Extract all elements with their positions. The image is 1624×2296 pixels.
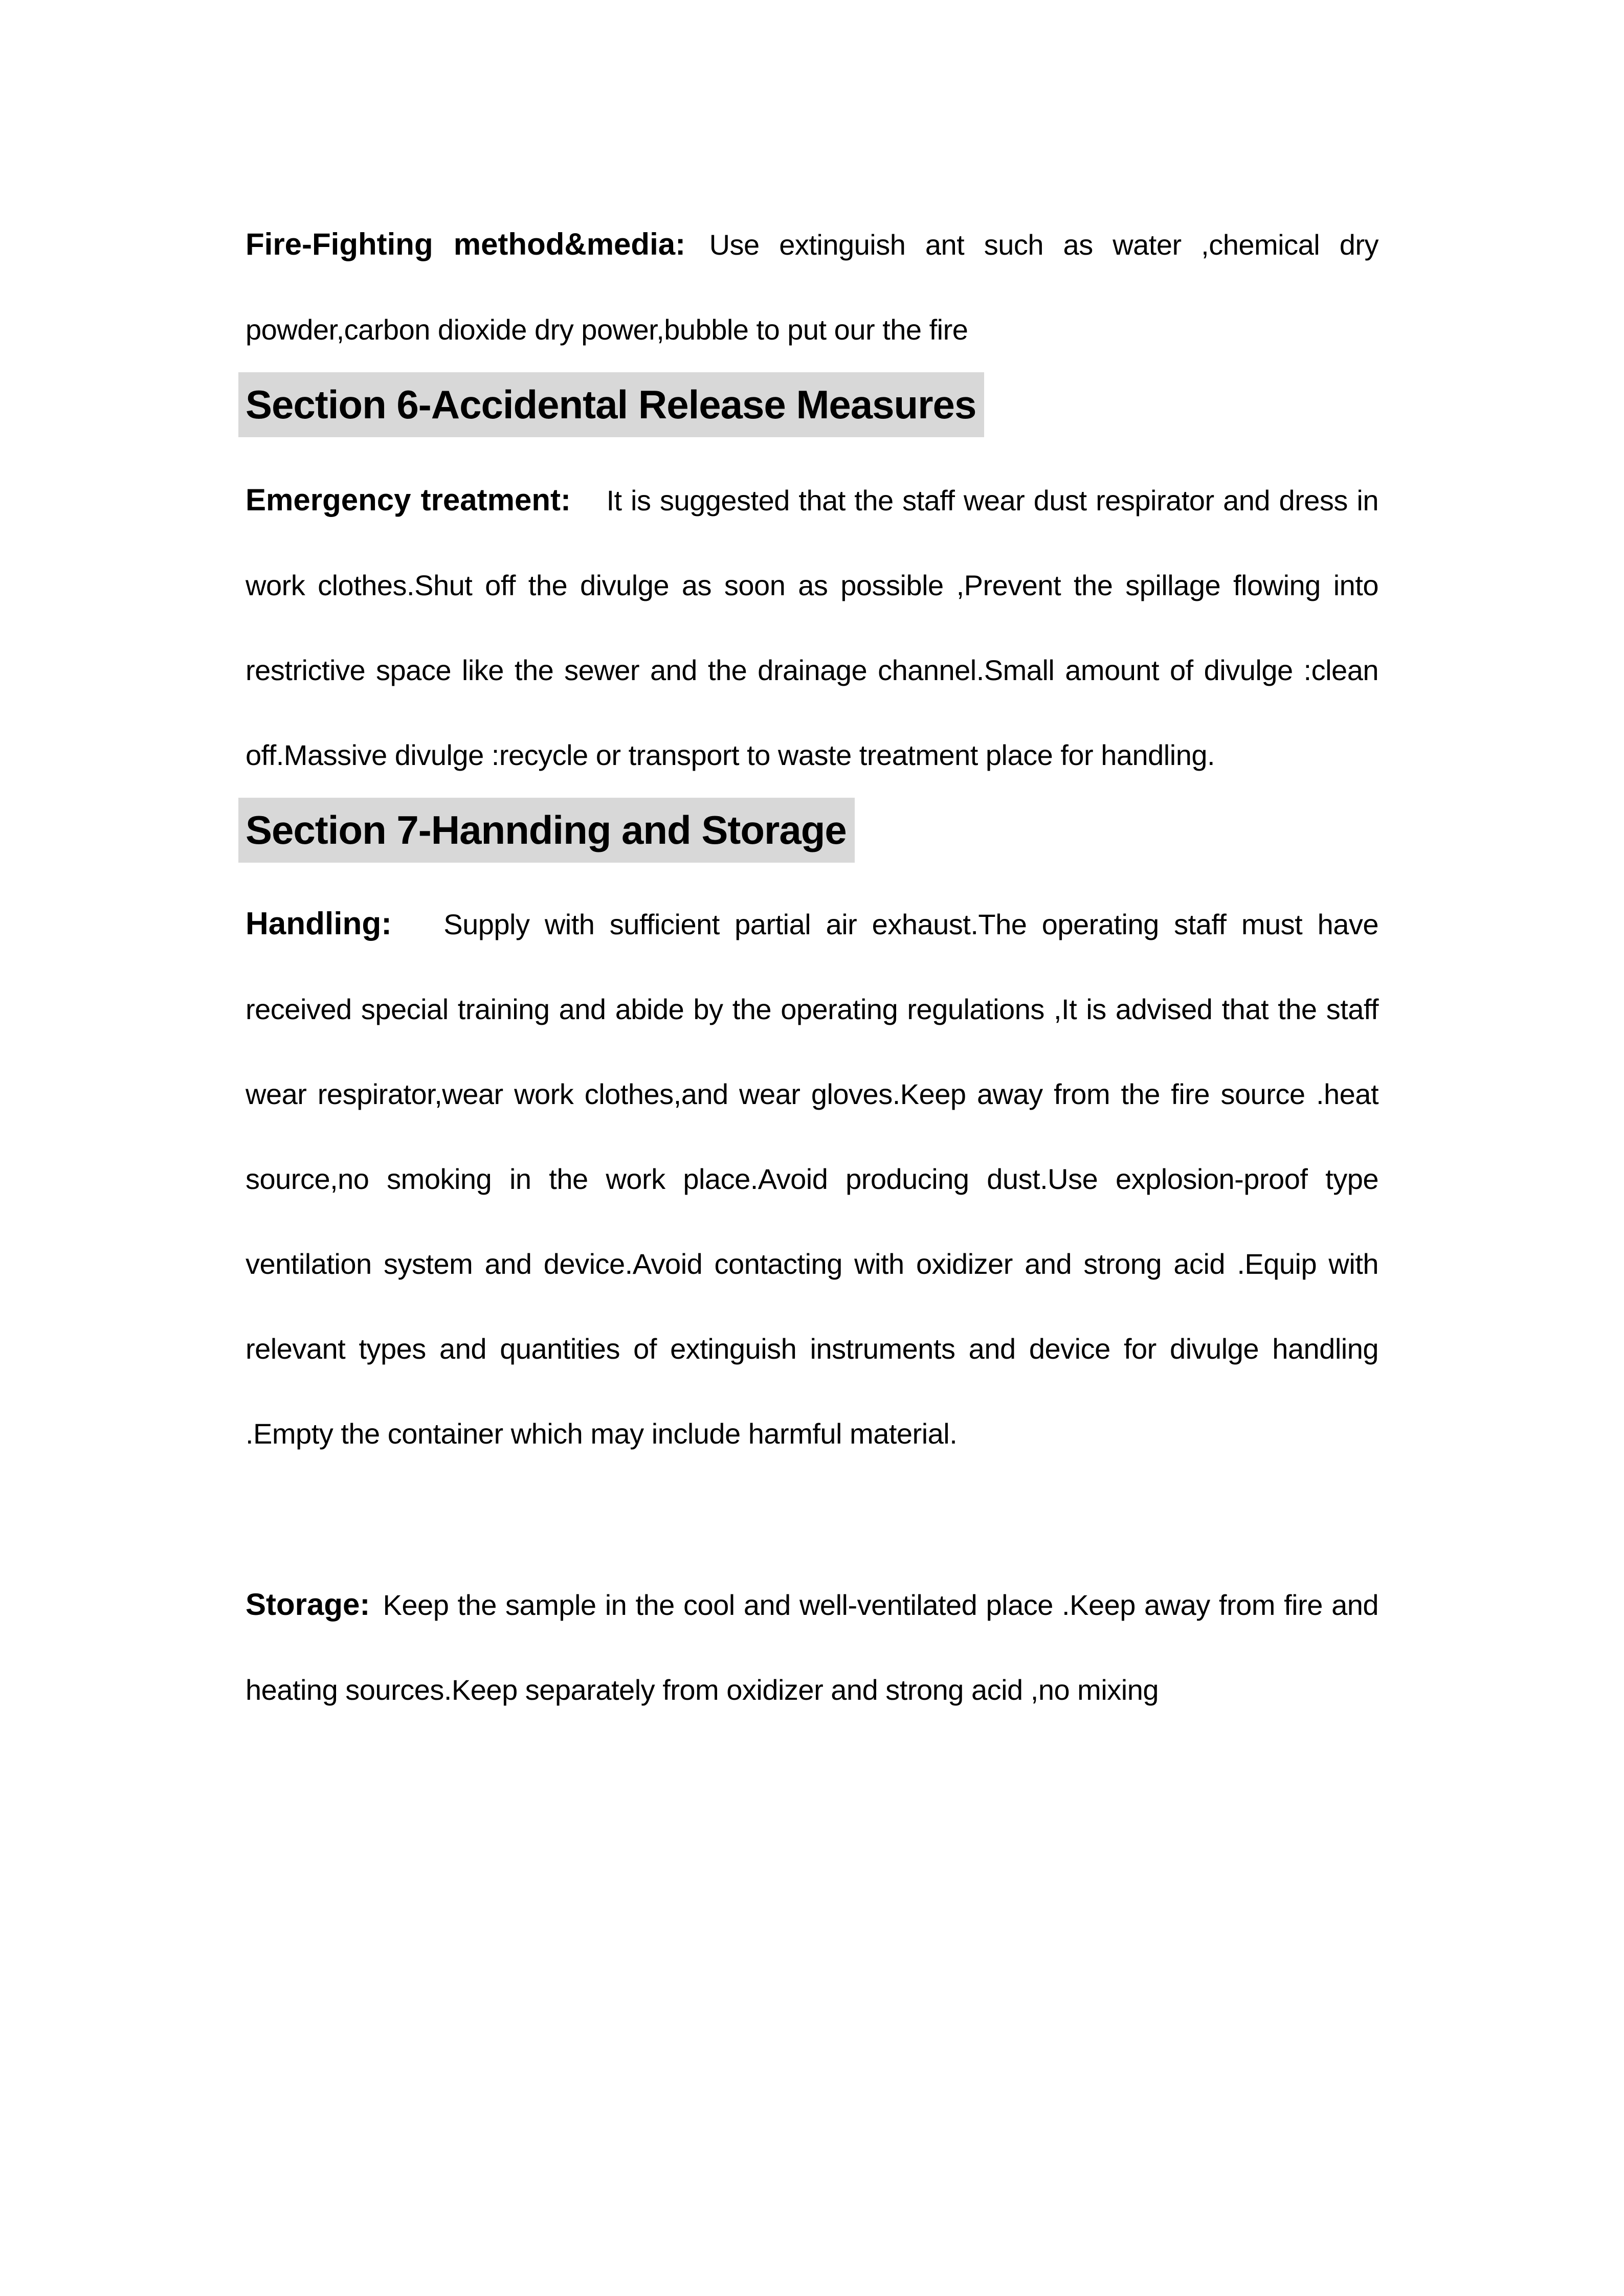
emergency-treatment-text: It is suggested that the staff wear dust respirator and dress in work clothes.Shut off the divulge as soon as possible ,Prevent the spillage flowing into restrictive space like the sewer and the drainage channel.Small amount of divulge :clean off.Massive divulge :recycle or transport to waste treatment place for handling.	[246, 484, 1378, 771]
section-6-heading	[246, 372, 1378, 437]
section-6-heading-text: Section 6-Accidental Release Measures	[238, 372, 984, 437]
storage-label: Storage:	[246, 1587, 370, 1622]
fire-fighting-method-label: Fire-Fighting method&media:	[246, 227, 686, 261]
document-content	[246, 0, 1378, 1732]
section-7-heading	[246, 798, 1378, 863]
fire-fighting-method-text: Use extinguish ant such as water ,chemical dry powder,carbon dioxide dry power,bubble to put our the fire	[246, 229, 1378, 346]
handling-text: Supply with sufficient partial air exhaust.The operating staff must have received special training and abide by the operating regulations ,It is advised that the staff wear respirator,wear work clothes,and wear gloves.Keep away from the fire source .heat source,no smoking in the work place.Avoid producing dust.Use explosion-proof type ventilation system and device.Avoid contacting with oxidizer and strong acid .Equip with relevant types and quantities of extinguish instruments and device for divulge handling .Empty the container which may include harmful material.	[246, 908, 1378, 1450]
section-7-heading-text: Section 7-Hannding and Storage	[238, 798, 855, 863]
handling-label: Handling:	[246, 906, 392, 941]
paragraph-storage	[246, 1562, 1378, 1732]
paragraph-emergency-treatment	[246, 458, 1378, 798]
storage-text: Keep the sample in the cool and well-ventilated place .Keep away from fire and heating sources.Keep separately from oxidizer and strong acid ,no mixing	[246, 1589, 1378, 1706]
emergency-treatment-label: Emergency treatment:	[246, 483, 571, 517]
paragraph-fire-fighting-method	[246, 202, 1378, 372]
paragraph-handling	[246, 882, 1378, 1476]
